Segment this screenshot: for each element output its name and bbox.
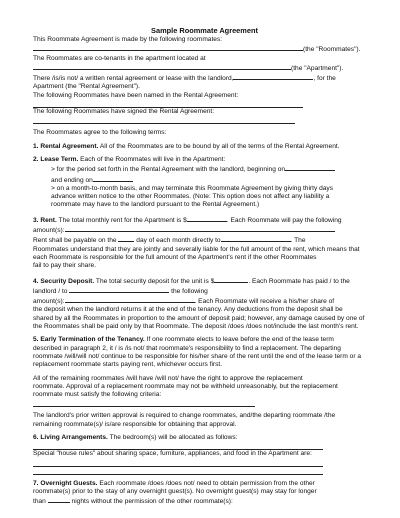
bedroom-allocation-blank[interactable]: [33, 442, 323, 450]
rent-payee-blank[interactable]: [221, 235, 291, 242]
deposit-amounts-blank[interactable]: [65, 296, 195, 303]
section-7-heading: 7. Overnight Guests.: [33, 479, 98, 487]
month-to-month-note-line: advance written notice to the other Roommates. (Note: This option does not affect any liability a: [51, 193, 330, 201]
deposit-total-text: The total security deposit for the unit is $: [94, 277, 215, 285]
section-4-heading: 4. Security Deposit.: [33, 277, 95, 285]
rent-the-text: . The: [290, 237, 306, 245]
house-rules-line: Special "house rules" about sharing space, furniture, appliances, and food in the Apartment are:: [33, 450, 312, 458]
named-roommates-line: The following Roommates have been named in the Rental Agreement:: [33, 91, 239, 99]
rent-total-text: The total monthly rent for the Apartment is $: [56, 216, 187, 224]
rent-payable-line: [33, 235, 376, 245]
agree-terms-line: The Roommates agree to the following terms:: [33, 129, 167, 137]
lease-end-text: and ending on: [51, 176, 93, 184]
rent-payable-text: Rent shall be payable on the: [33, 237, 117, 245]
replacement-approval-line: All of the remaining roommates /will have /will not/ have the right to approve the replacement: [33, 374, 303, 382]
landlord-approval-line: The landlord's prior written approval is required to change roommates, and/the departing roommate /the: [33, 412, 336, 420]
rent-day-blank[interactable]: [118, 235, 134, 242]
guest-nights-text: nights without the permission of the other roommate(s):: [71, 498, 233, 506]
deposit-amounts-text: amount(s):: [33, 298, 65, 306]
month-to-month-note-line-2: roommate may have to the landlord pursuant to the Rental Agreement.): [51, 201, 260, 209]
rent-directly-text: day of each month directly to: [136, 237, 221, 245]
early-termination-line-3: roommate /will/will not/ continue to be responsible for his/her share of the rent until the end of the lease term or a: [33, 352, 362, 360]
section-5: [33, 336, 376, 344]
landlord-approval-line-2: remaining roommate(s)/ is/are responsible for obtaining that approval.: [33, 420, 237, 428]
replacement-criteria-line: roommate must satisfy the following criteria:: [33, 391, 162, 399]
rent-liability-line: Roommates understand that they are jointly and severally liable for the full amount of the rent, which means that: [33, 245, 360, 253]
lease-fixed-term-text: > for the period set forth in the Rental Agreement with the landlord, beginning on: [51, 166, 286, 174]
than-text: than: [33, 498, 46, 506]
deposit-paid-text: . Each Roommate has paid / to the: [248, 277, 350, 285]
lease-end-line: [33, 175, 376, 185]
early-termination-line-4: replacement roommate starts paying rent, whichever occurs first.: [33, 361, 223, 369]
deposit-holder-line: [33, 286, 376, 296]
deposit-amounts-line: [33, 296, 376, 306]
rent-total-blank[interactable]: [187, 215, 227, 222]
section-6-heading: 6. Living Arrangements.: [33, 433, 108, 441]
signed-roommates-line: The following Roommates have signed the Rental Agreement:: [33, 108, 215, 116]
deposit-holder-text: landlord / to: [33, 287, 68, 295]
deposit-return-line: the deposit when the landlord returns it at the end of the tenancy. Any deductions from the deposit shall be: [33, 306, 343, 314]
replacement-approval-line-2: roommate. Approval of a replacement roommate may not be withheld unreasonably, but the replacement: [33, 382, 338, 390]
section-3-heading: 3. Rent.: [33, 216, 57, 224]
section-6: [33, 434, 376, 442]
deposit-damage-line: the Roommates shall be paid only by that Roommate. The deposit /does /does not/include the last month's rent.: [33, 323, 359, 331]
deposit-following-text: the following: [171, 287, 208, 295]
roommates-names-blank[interactable]: [33, 44, 303, 51]
deposit-share-text: . Each Roommate will receive a his/her share of: [194, 298, 335, 306]
rent-liability-line-2: each Roommate is responsible for the full amount of the Apartment's rent if the other Roommates: [33, 253, 317, 261]
rental-agreement-line: [33, 73, 376, 83]
rent-each-text: . Each Roommate will pay the following: [226, 216, 342, 224]
replacement-criteria-blank[interactable]: [33, 399, 255, 407]
lease-fixed-term-line: [33, 164, 376, 174]
section-5-text: If one roommate elects to leave before the end of the lease term: [144, 336, 334, 344]
deposit-holder-blank[interactable]: [69, 286, 169, 293]
section-4: [33, 276, 376, 286]
section-5-heading: 5. Early Termination of the Tenancy.: [33, 336, 145, 344]
document-title: Sample Roommate Agreement: [151, 26, 258, 35]
section-2-text: Each of the Roommates will live in the Apartment:: [78, 155, 226, 163]
house-rules-blank[interactable]: [33, 459, 323, 467]
section-3: [33, 215, 376, 225]
guest-nights-blank[interactable]: [48, 496, 70, 503]
lease-start-blank[interactable]: [285, 164, 335, 171]
month-to-month-line: > on a month-to-month basis, and may terminate this Roommate Agreement by giving thirty days: [51, 184, 334, 192]
early-termination-line-2: described in paragraph 2, it / is /is not/ that roommate's responsibility to find a replacement. The departing: [33, 344, 341, 352]
apartment-address-line: [33, 63, 376, 73]
deposit-deductions-line: shared by all the Roommates in proportion to the amount of deposit paid; however, any damage caused by one of: [33, 314, 365, 322]
rent-amounts-line: [33, 225, 376, 235]
section-2: [33, 156, 376, 164]
section-1: [33, 143, 376, 151]
rental-agreement-text: There /is/is not/ a written rental agreement or lease with the landlord,: [33, 75, 234, 83]
rent-liability-line-3: fail to pay their share.: [33, 262, 97, 270]
section-7-text: Each roommate /does /does not/ need to obtain permission from the other: [97, 479, 315, 487]
apartment-address-blank[interactable]: [33, 63, 291, 70]
overnight-guests-line-2: roommate(s) prior to the stay of any overnight guest(s). No overnight guest(s) may stay for longer: [33, 487, 317, 495]
landlord-name-blank[interactable]: [233, 73, 313, 80]
apartment-defined-text: (the "Apartment").: [291, 64, 344, 72]
section-7: [33, 480, 376, 488]
rent-amounts-blank[interactable]: [65, 225, 335, 232]
apartment-location-text: The Roommates are co-tenants in the apartment located at: [33, 54, 206, 62]
named-roommates-blank[interactable]: [33, 100, 303, 108]
section-2-heading: 2. Lease Term.: [33, 155, 79, 163]
section-1-text: All of the Roommates are to be bound by all of the terms of the Rental Agreement.: [98, 142, 340, 150]
house-rules-blank-2[interactable]: [33, 467, 323, 475]
intro-roommates-line: [33, 36, 376, 44]
rent-amounts-text: amount(s):: [33, 227, 65, 235]
lease-end-blank[interactable]: [93, 175, 133, 182]
rental-agreement-defined-line: Apartment (the "Rental Agreement").: [33, 83, 140, 91]
section-1-heading: 1. Rental Agreement.: [33, 142, 99, 150]
deposit-total-blank[interactable]: [214, 276, 248, 283]
section-6-text: The bedroom(s) will be allocated as follows:: [107, 433, 238, 441]
for-the-text: , for the: [313, 75, 336, 83]
apartment-location-line: [33, 55, 376, 63]
signed-roommates-blank[interactable]: [33, 116, 295, 124]
intro-roommates-text: This Roommate Agreement is made by the following roommates:: [33, 36, 223, 43]
roommates-names-line: [33, 44, 376, 54]
overnight-guests-line-3: [33, 496, 376, 506]
roommates-defined-text: (the "Roommates").: [303, 46, 361, 54]
